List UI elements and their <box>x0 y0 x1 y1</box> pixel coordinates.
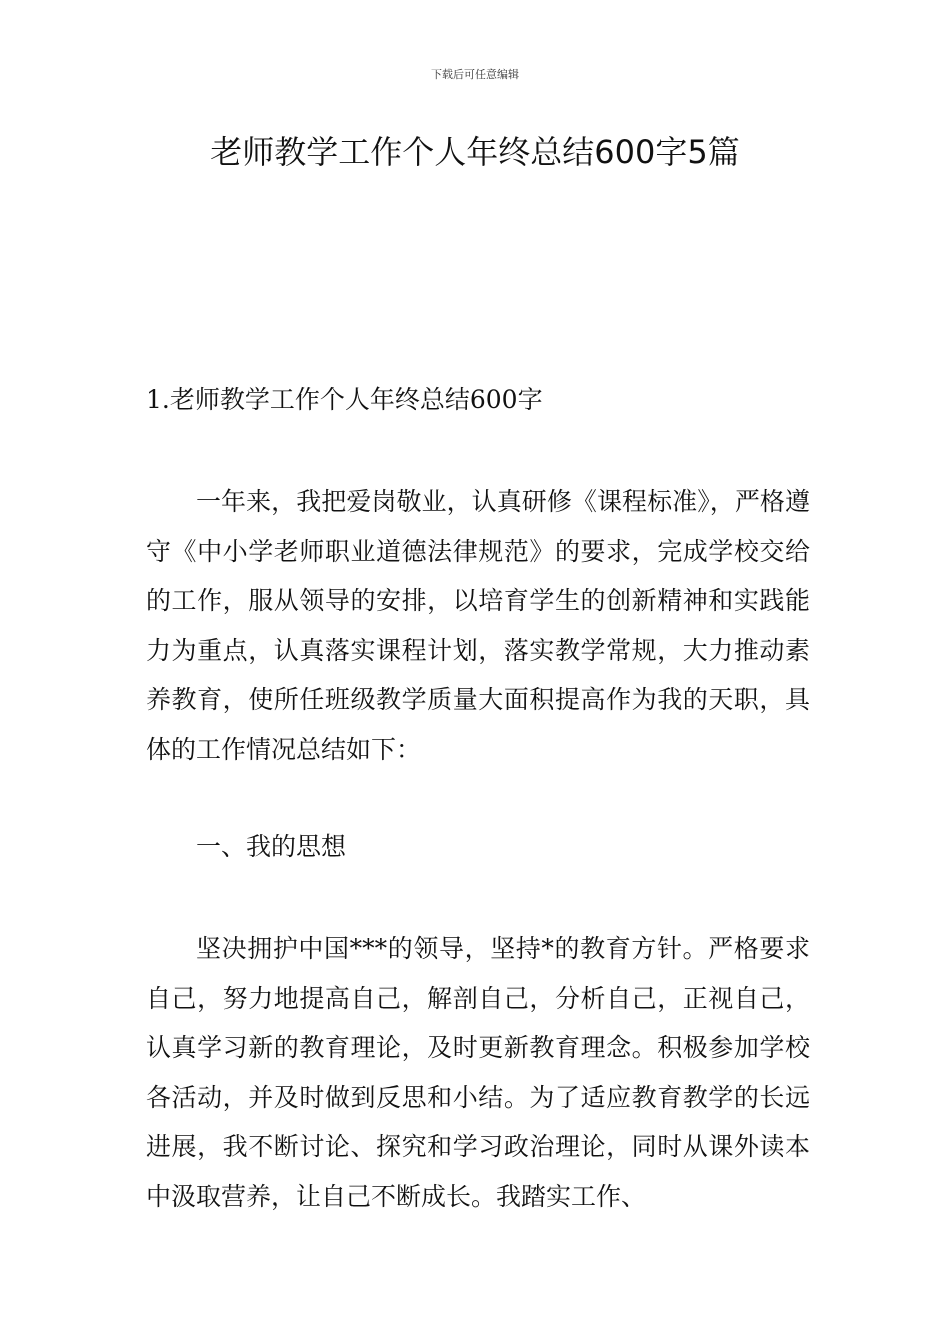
paragraph-thought: 坚决拥护中国***的领导，坚持*的教育方针。严格要求自己，努力地提高自己，解剖自己，分析自己，正视自己，认真学习新的教育理论，及时更新教育理念。积极参加学校各活动，并及时做到反思和小结。为了适应教育教学的长远进展，我不断讨论、探究和学习政治理论，同时从课外读本中汲取营养，让自己不断成长。我踏实工作、 <box>146 934 810 1211</box>
paragraph-intro: 一年来，我把爱岗敬业，认真研修《课程标准》，严格遵守《中小学老师职业道德法律规范》的要求，完成学校交给的工作，服从领导的安排，以培育学生的创新精神和实践能力为重点，认真落实课程计划，落实教学常规，大力推动素养教育，使所任班级教学质量大面积提高作为我的天职，具体的工作情况总结如下： <box>146 487 810 764</box>
header-note: 下载后可任意编辑 <box>431 68 519 81</box>
document-title: 老师教学工作个人年终总结600字5篇 <box>210 133 740 171</box>
section-heading: 1.老师教学工作个人年终总结600字 <box>146 385 543 414</box>
subheading-thought: 一、我的思想 <box>196 832 347 861</box>
